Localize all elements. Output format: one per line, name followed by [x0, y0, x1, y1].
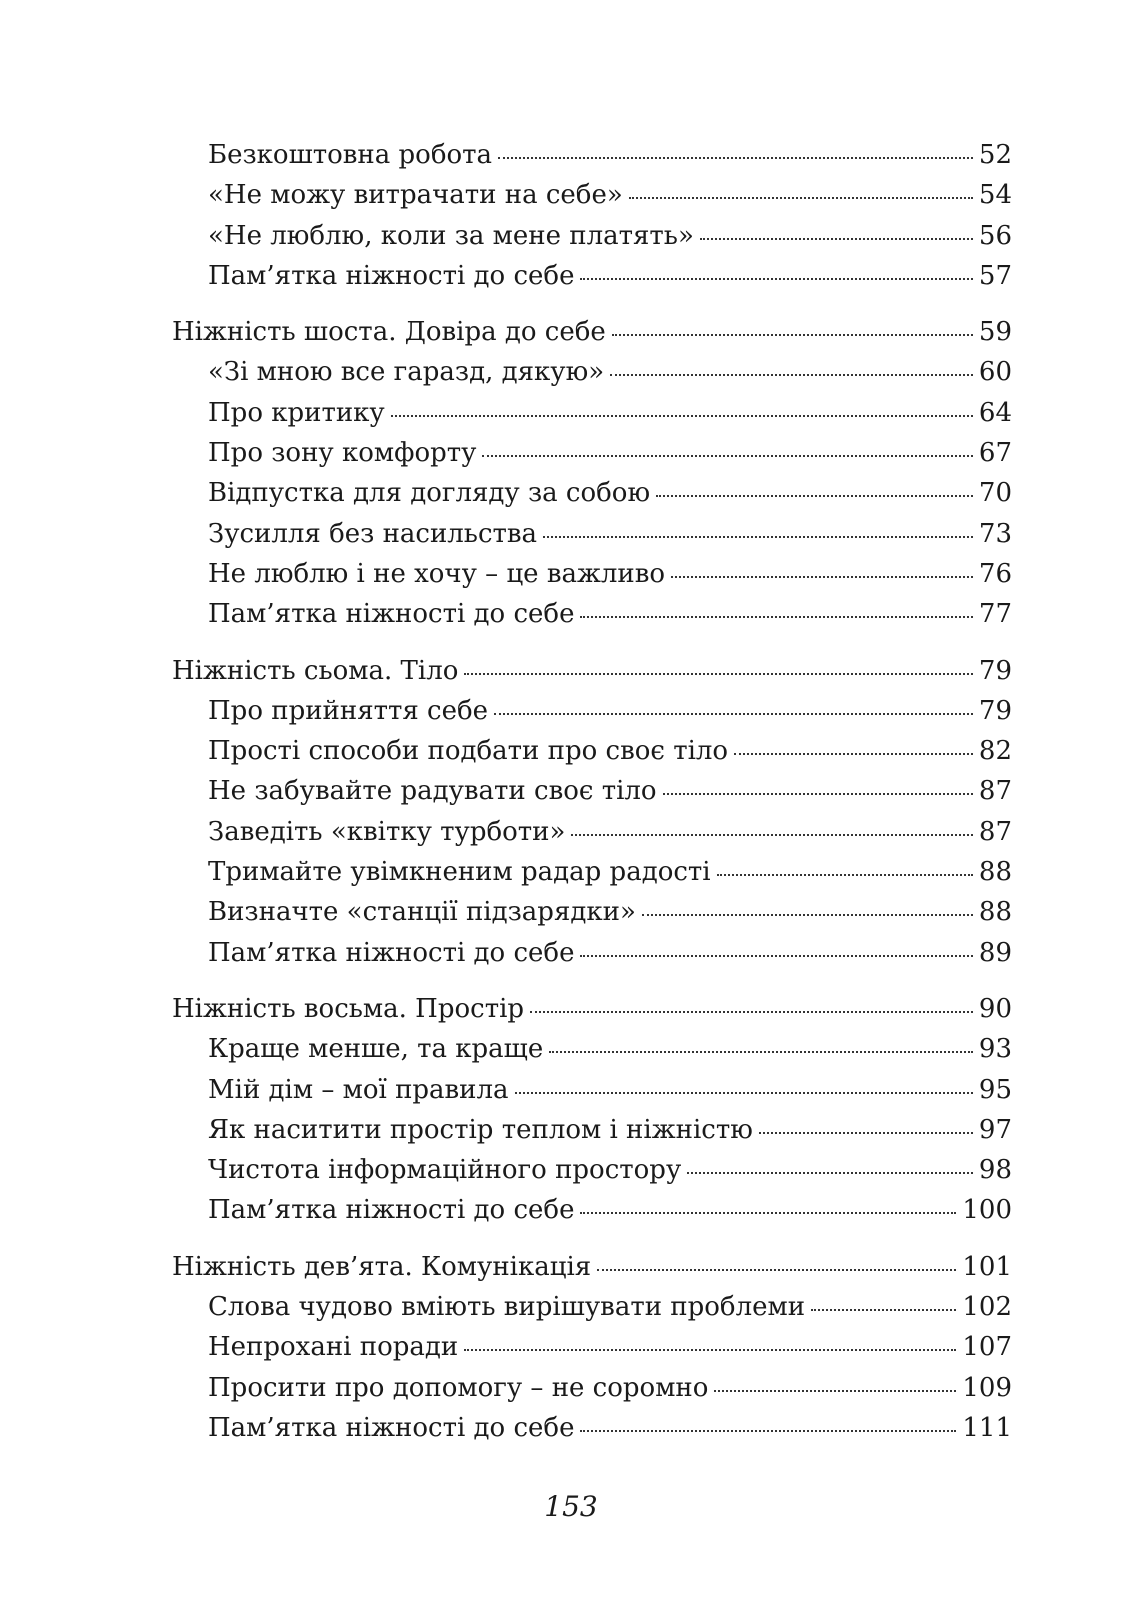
toc-subentry — [172, 135, 1012, 175]
dot-leader — [597, 1268, 956, 1271]
entry-title: Пам’ятка ніжності до себе — [208, 1412, 575, 1443]
toc-section — [172, 312, 1012, 634]
entry-page-number: 100 — [962, 1195, 1012, 1226]
toc-subentry — [172, 1287, 1012, 1327]
entry-title: Пам’ятка ніжності до себе — [208, 260, 575, 291]
chapter-title: Ніжність сьома. Тіло — [172, 655, 459, 686]
entry-page-number: 89 — [978, 937, 1012, 968]
entry-title: Безкоштовна робота — [208, 140, 493, 170]
entry-page-number: 57 — [978, 260, 1012, 291]
dot-leader — [571, 833, 972, 836]
entry-title: «Зі мною все гаразд, дякую» — [208, 357, 605, 388]
entry-page-number: 77 — [978, 599, 1012, 630]
entry-title: Краще менше, та краще — [208, 1034, 544, 1065]
entry-title: Прості способи подбати про своє тіло — [208, 736, 729, 767]
toc-subentry — [172, 731, 1012, 771]
entry-page-number: 52 — [978, 140, 1012, 170]
toc-subentry — [172, 594, 1012, 634]
entry-page-number: 56 — [978, 220, 1012, 251]
entry-title: Заведіть «квітку турботи» — [208, 816, 566, 847]
entry-title: Пам’ятка ніжності до себе — [208, 599, 575, 630]
entry-page-number: 79 — [978, 695, 1012, 726]
dot-leader — [629, 196, 973, 199]
dot-leader — [811, 1308, 956, 1311]
entry-page-number: 87 — [978, 816, 1012, 847]
dot-leader — [656, 494, 973, 497]
entry-page-number: 70 — [978, 478, 1012, 509]
toc-subentry — [172, 1029, 1012, 1069]
entry-page-number: 107 — [962, 1332, 1012, 1363]
dot-leader — [498, 156, 973, 159]
toc-subentry — [172, 175, 1012, 215]
entry-title: «Не можу витрачати на себе» — [208, 180, 623, 211]
toc-subentry — [172, 691, 1012, 731]
toc-subentry — [172, 473, 1012, 513]
entry-title: Зусилля без насильства — [208, 518, 538, 549]
entry-title: Чистота інформаційного простору — [208, 1155, 682, 1186]
toc-subentry — [172, 1368, 1012, 1408]
dot-leader — [549, 1050, 973, 1053]
dot-leader — [580, 1429, 956, 1432]
entry-page-number: 82 — [978, 736, 1012, 767]
toc-subentry — [172, 1070, 1012, 1110]
entry-page-number: 93 — [978, 1034, 1012, 1065]
dot-leader — [642, 913, 973, 916]
dot-leader — [663, 792, 973, 795]
entry-title: Тримайте увімкненим радар радості — [208, 857, 711, 888]
toc-section — [172, 1247, 1012, 1448]
chapter-title: Ніжність дев’ята. Комунікація — [172, 1251, 592, 1282]
entry-page-number: 87 — [978, 776, 1012, 807]
dot-leader — [580, 1211, 956, 1214]
toc-subentry — [172, 1408, 1012, 1448]
toc-subentry — [172, 1327, 1012, 1367]
entry-page-number: 88 — [978, 897, 1012, 928]
toc-subentry — [172, 771, 1012, 811]
entry-title: «Не люблю, коли за мене платять» — [208, 220, 694, 251]
entry-title: Про зону комфорту — [208, 438, 477, 469]
entry-page-number: 76 — [978, 558, 1012, 589]
entry-title: Мій дім – мої правила — [208, 1074, 509, 1105]
entry-page-number: 109 — [962, 1372, 1012, 1403]
entry-page-number: 54 — [978, 180, 1012, 211]
toc-subentry — [172, 554, 1012, 594]
dot-leader — [464, 672, 973, 675]
toc-subentry — [172, 852, 1012, 892]
chapter-title: Ніжність восьма. Простір — [172, 993, 525, 1024]
dot-leader — [717, 873, 973, 876]
toc-subentry — [172, 1110, 1012, 1150]
dot-leader — [734, 752, 973, 755]
dot-leader — [714, 1389, 956, 1392]
entry-page-number: 111 — [962, 1412, 1012, 1443]
entry-title: Просити про допомогу – не соромно — [208, 1372, 709, 1403]
entry-title: Визначте «станції підзарядки» — [208, 897, 636, 928]
entry-title: Не люблю і не хочу – це важливо — [208, 558, 666, 589]
entry-page-number: 64 — [978, 397, 1012, 428]
toc-subentry — [172, 892, 1012, 932]
dot-leader — [391, 414, 973, 417]
table-of-contents — [172, 135, 1012, 1464]
entry-page-number: 67 — [978, 438, 1012, 469]
toc-subentry — [172, 933, 1012, 973]
entry-page-number: 88 — [978, 857, 1012, 888]
toc-chapter-entry — [172, 312, 1012, 352]
toc-subentry — [172, 1150, 1012, 1190]
dot-leader — [515, 1091, 973, 1094]
entry-title: Як наситити простір теплом і ніжністю — [208, 1114, 753, 1145]
toc-subentry — [172, 1190, 1012, 1230]
entry-title: Відпустка для догляду за собою — [208, 478, 651, 509]
toc-section — [172, 135, 1012, 296]
entry-title: Пам’ятка ніжності до себе — [208, 937, 575, 968]
toc-subentry — [172, 393, 1012, 433]
entry-title: Не забувайте радувати своє тіло — [208, 776, 657, 807]
entry-page-number: 59 — [978, 317, 1012, 348]
dot-leader — [530, 1010, 973, 1013]
entry-page-number: 90 — [978, 993, 1012, 1024]
entry-page-number: 98 — [978, 1155, 1012, 1186]
toc-subentry — [172, 514, 1012, 554]
entry-page-number: 95 — [978, 1074, 1012, 1105]
entry-title: Про прийняття себе — [208, 695, 489, 726]
entry-title: Слова чудово вміють вирішувати проблеми — [208, 1292, 806, 1323]
entry-page-number: 60 — [978, 357, 1012, 388]
entry-page-number: 101 — [962, 1251, 1012, 1282]
dot-leader — [687, 1171, 973, 1174]
dot-leader — [543, 535, 973, 538]
toc-chapter-entry — [172, 651, 1012, 691]
dot-leader — [580, 615, 972, 618]
toc-chapter-entry — [172, 989, 1012, 1029]
toc-subentry — [172, 216, 1012, 256]
dot-leader — [700, 237, 973, 240]
toc-chapter-entry — [172, 1247, 1012, 1287]
entry-title: Пам’ятка ніжності до себе — [208, 1195, 575, 1226]
entry-page-number: 73 — [978, 518, 1012, 549]
dot-leader — [580, 277, 972, 280]
dot-leader — [580, 954, 972, 957]
entry-title: Про критику — [208, 397, 385, 428]
toc-subentry — [172, 812, 1012, 852]
dot-leader — [494, 712, 973, 715]
chapter-title: Ніжність шоста. Довіра до себе — [172, 317, 606, 348]
dot-leader — [464, 1348, 956, 1351]
page-number: 153 — [544, 1490, 598, 1523]
toc-section — [172, 651, 1012, 973]
entry-page-number: 79 — [978, 655, 1012, 686]
entry-page-number: 102 — [962, 1292, 1012, 1323]
dot-leader — [482, 454, 972, 457]
dot-leader — [610, 373, 973, 376]
toc-subentry — [172, 352, 1012, 392]
dot-leader — [671, 575, 973, 578]
entry-title: Непрохані поради — [208, 1332, 459, 1363]
toc-section — [172, 989, 1012, 1231]
dot-leader — [612, 333, 973, 336]
toc-subentry — [172, 433, 1012, 473]
entry-page-number: 97 — [978, 1114, 1012, 1145]
toc-subentry — [172, 256, 1012, 296]
dot-leader — [759, 1131, 973, 1134]
